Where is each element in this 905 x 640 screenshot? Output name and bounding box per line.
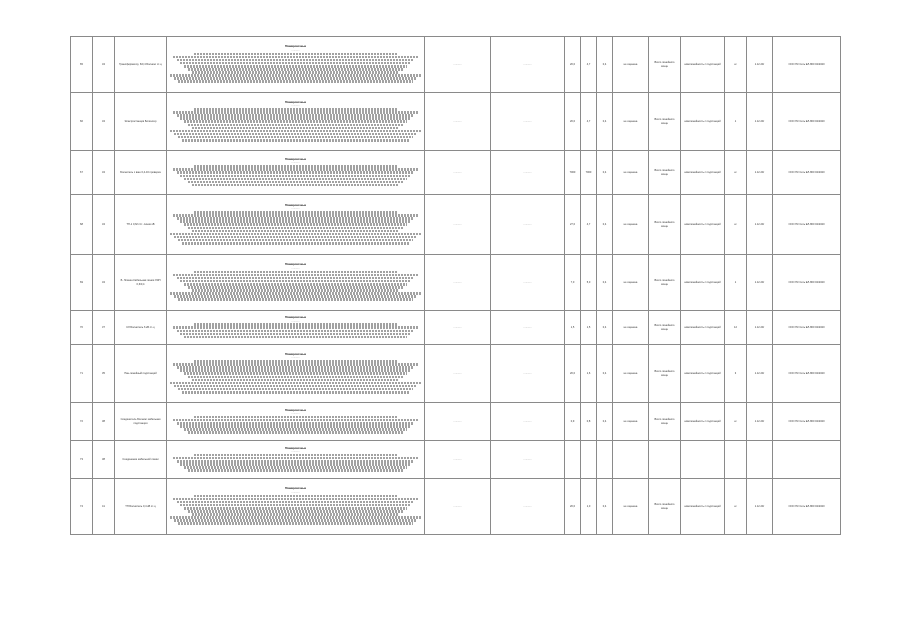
object-description bbox=[167, 479, 425, 535]
condition-text: ........... bbox=[425, 403, 491, 441]
description-text: ........... bbox=[291, 161, 300, 165]
unit-1: Всего линейного мощн bbox=[649, 195, 681, 255]
description-title: Планировочные bbox=[284, 158, 307, 162]
object-name: КЛ Болнитель 6 кВ ст-ц bbox=[115, 311, 167, 345]
object-name: Пан-линейный подстанций bbox=[115, 345, 167, 403]
table-row bbox=[71, 151, 841, 195]
table-row bbox=[71, 403, 841, 441]
document-ref: ООО ПК Сеть ЕЛ-800 02/2020 bbox=[773, 93, 841, 151]
row-number: 73 bbox=[71, 441, 93, 479]
characteristics-text: ........... bbox=[491, 479, 565, 535]
document-ref: ООО ПК Сеть ЕЛ-800 02/2020 bbox=[773, 151, 841, 195]
unit-1: Всего линейного мощн bbox=[649, 93, 681, 151]
value-1: 20,0 bbox=[565, 37, 581, 93]
unit-1: Всего линейного мощн bbox=[649, 479, 681, 535]
value-2: 1,0 bbox=[581, 479, 597, 535]
value-3: 0,4 bbox=[597, 195, 613, 255]
description-lines bbox=[169, 271, 422, 301]
unit-1: Всего линейного мощн bbox=[649, 311, 681, 345]
value-2: 0,8 bbox=[581, 403, 597, 441]
description-title: Планировочные bbox=[284, 446, 307, 450]
value-2: 4,7 bbox=[581, 37, 597, 93]
object-description bbox=[167, 151, 425, 195]
value-2 bbox=[581, 441, 597, 479]
date: 1.12.20г bbox=[747, 479, 773, 535]
object-description bbox=[167, 403, 425, 441]
description-text: ........... bbox=[291, 207, 300, 211]
condition-text: ........... bbox=[425, 151, 491, 195]
description-lines bbox=[169, 454, 422, 472]
row-number: 70 bbox=[71, 311, 93, 345]
characteristics-text: ........... bbox=[491, 311, 565, 345]
condition-text: ........... bbox=[425, 37, 491, 93]
row-number: 68 bbox=[71, 195, 93, 255]
unit-2: новолинейность с подстанций bbox=[681, 479, 725, 535]
unit-2: новолинейность с подстанций bbox=[681, 255, 725, 311]
category: не оценена bbox=[613, 311, 649, 345]
row-code: 35 bbox=[93, 345, 115, 403]
value-1: 20,0 bbox=[565, 345, 581, 403]
value-3: 0,4 bbox=[597, 37, 613, 93]
row-code: 38 bbox=[93, 403, 115, 441]
condition-text: ........... bbox=[425, 93, 491, 151]
value-1: 1,5 bbox=[565, 311, 581, 345]
unit-2: новолинейность с подстанций bbox=[681, 195, 725, 255]
row-code: 34 bbox=[93, 195, 115, 255]
description-text: ........... bbox=[291, 411, 300, 415]
row-number: 65 bbox=[71, 37, 93, 93]
date: 1.12.20г bbox=[747, 255, 773, 311]
value-1: 7000 bbox=[565, 151, 581, 195]
date bbox=[747, 441, 773, 479]
value-3: 0,4 bbox=[597, 345, 613, 403]
table-row bbox=[71, 345, 841, 403]
unit-1: Всего линейного мощн bbox=[649, 255, 681, 311]
object-description bbox=[167, 195, 425, 255]
description-lines bbox=[169, 323, 422, 338]
row-number: 72 bbox=[71, 403, 93, 441]
object-description bbox=[167, 93, 425, 151]
date: 1.12.20г bbox=[747, 195, 773, 255]
value-1: 20,0 bbox=[565, 479, 581, 535]
characteristics-text: ........... bbox=[491, 255, 565, 311]
description-text: ........... bbox=[291, 490, 300, 494]
description-lines bbox=[169, 211, 422, 245]
category: не оценена bbox=[613, 403, 649, 441]
description-text: ........... bbox=[291, 449, 300, 453]
object-name: Б. Ллинин Кабельная линия ЛЭП 0,6/0,4 bbox=[115, 255, 167, 311]
description-lines bbox=[169, 108, 422, 142]
unit-1: Всего линейного мощн bbox=[649, 37, 681, 93]
table-row bbox=[71, 93, 841, 151]
category bbox=[613, 441, 649, 479]
value-1: 27,0 bbox=[565, 195, 581, 255]
value-3: 0,4 bbox=[597, 151, 613, 195]
document-ref: ООО ПК Сеть ЕЛ-800 02/2020 bbox=[773, 311, 841, 345]
row-code: 34 bbox=[93, 37, 115, 93]
value-3: 0,4 bbox=[597, 93, 613, 151]
value-1: 7,0 bbox=[565, 255, 581, 311]
value-2: 4,7 bbox=[581, 195, 597, 255]
description-title: Планировочные bbox=[284, 408, 307, 412]
value-2: 5,0 bbox=[581, 255, 597, 311]
count: нг bbox=[725, 151, 747, 195]
object-name: Болнитель с ваш 0,4-16 проверка bbox=[115, 151, 167, 195]
value-3: 0,4 bbox=[597, 311, 613, 345]
value-3: 0,4 bbox=[597, 403, 613, 441]
register-table bbox=[70, 36, 841, 535]
unit-1 bbox=[649, 441, 681, 479]
description-lines bbox=[169, 360, 422, 394]
table-row bbox=[71, 441, 841, 479]
unit-2: новолинейность с подстанций bbox=[681, 311, 725, 345]
document-ref: ООО ПК Сеть ЕЛ-800 02/2020 bbox=[773, 403, 841, 441]
date: 1.12.20г bbox=[747, 37, 773, 93]
count: нг bbox=[725, 479, 747, 535]
value-1 bbox=[565, 441, 581, 479]
description-text: ........... bbox=[291, 319, 300, 323]
description-title: Планировочные bbox=[284, 100, 307, 104]
category: не оценена bbox=[613, 345, 649, 403]
object-name: Соединитель Болнинг кабельная подстанция bbox=[115, 403, 167, 441]
description-title: Планировочные bbox=[284, 203, 307, 207]
row-number: 71 bbox=[71, 345, 93, 403]
characteristics-text: ........... bbox=[491, 195, 565, 255]
count: 3 bbox=[725, 345, 747, 403]
table-row bbox=[71, 311, 841, 345]
object-name: Трансформатор, 6/0,4 Болнинг ст-ц bbox=[115, 37, 167, 93]
document-ref: ООО ПК Сеть ЕЛ-800 02/2020 bbox=[773, 195, 841, 255]
row-code: 34 bbox=[93, 93, 115, 151]
object-description bbox=[167, 441, 425, 479]
value-1: 20,0 bbox=[565, 93, 581, 151]
description-text: ........... bbox=[291, 104, 300, 108]
row-number: 66 bbox=[71, 93, 93, 151]
unit-1: Всего линейного мощн bbox=[649, 151, 681, 195]
unit-2: новолинейность с подстанций bbox=[681, 403, 725, 441]
description-title: Планировочные bbox=[284, 487, 307, 491]
object-description bbox=[167, 311, 425, 345]
value-2: 7000 bbox=[581, 151, 597, 195]
value-3 bbox=[597, 441, 613, 479]
description-lines bbox=[169, 165, 422, 186]
characteristics-text: ........... bbox=[491, 403, 565, 441]
value-3: 0,4 bbox=[597, 255, 613, 311]
unit-2: новолинейность с подстанций bbox=[681, 93, 725, 151]
row-number: 74 bbox=[71, 479, 93, 535]
document-ref: ООО ПК Сеть ЕЛ-800 02/2020 bbox=[773, 345, 841, 403]
row-code: 38 bbox=[93, 441, 115, 479]
condition-text: ........... bbox=[425, 345, 491, 403]
object-description bbox=[167, 255, 425, 311]
value-2: 4,7 bbox=[581, 93, 597, 151]
row-code: 34 bbox=[93, 255, 115, 311]
condition-text: ........... bbox=[425, 479, 491, 535]
condition-text: ........... bbox=[425, 441, 491, 479]
characteristics-text: ........... bbox=[491, 37, 565, 93]
object-description bbox=[167, 345, 425, 403]
count: 12 bbox=[725, 311, 747, 345]
table-row bbox=[71, 255, 841, 311]
description-text: ........... bbox=[291, 266, 300, 270]
condition-text: ........... bbox=[425, 195, 491, 255]
category: не оценена bbox=[613, 151, 649, 195]
table-row bbox=[71, 195, 841, 255]
date: 1.12.20г bbox=[747, 93, 773, 151]
condition-text: ........... bbox=[425, 255, 491, 311]
date: 1.12.20г bbox=[747, 311, 773, 345]
description-title: Планировочные bbox=[284, 45, 307, 49]
value-3: 0,4 bbox=[597, 479, 613, 535]
document-ref bbox=[773, 441, 841, 479]
unit-2: новолинейность с подстанций bbox=[681, 151, 725, 195]
description-lines bbox=[169, 495, 422, 525]
description-title: Планировочные bbox=[284, 352, 307, 356]
object-name: Электростанция Болинтер bbox=[115, 93, 167, 151]
description-text: ........... bbox=[291, 48, 300, 52]
date: 1.12.20г bbox=[747, 345, 773, 403]
count: нг bbox=[725, 37, 747, 93]
category: не оценена bbox=[613, 479, 649, 535]
description-lines bbox=[169, 53, 422, 83]
object-name: Соединение кабельной линии bbox=[115, 441, 167, 479]
date: 1.12.20г bbox=[747, 403, 773, 441]
table-row bbox=[71, 479, 841, 535]
unit-1: Всего линейного мощн bbox=[649, 345, 681, 403]
date: 1.12.20г bbox=[747, 151, 773, 195]
unit-2 bbox=[681, 441, 725, 479]
row-code: 41 bbox=[93, 479, 115, 535]
characteristics-text: ........... bbox=[491, 441, 565, 479]
document-ref: ООО ПК Сеть ЕЛ-800 02/2020 bbox=[773, 255, 841, 311]
category: не оценена bbox=[613, 93, 649, 151]
value-2: 1,5 bbox=[581, 311, 597, 345]
object-name: ТП Болнитель 0,4 кВ ст-ц bbox=[115, 479, 167, 535]
object-name: ТП-1 0,6/1 Ст. линии кВ bbox=[115, 195, 167, 255]
characteristics-text: ........... bbox=[491, 345, 565, 403]
count: 1 bbox=[725, 255, 747, 311]
row-code: 34 bbox=[93, 151, 115, 195]
description-lines bbox=[169, 416, 422, 434]
unit-2: новолинейность с подстанций bbox=[681, 345, 725, 403]
category: не оценена bbox=[613, 195, 649, 255]
value-2: 1,6 bbox=[581, 345, 597, 403]
description-title: Планировочные bbox=[284, 316, 307, 320]
description-text: ........... bbox=[291, 356, 300, 360]
document-ref: ООО ПК Сеть ЕЛ-800 02/2020 bbox=[773, 479, 841, 535]
unit-1: Всего линейного мощн bbox=[649, 403, 681, 441]
row-code: 37 bbox=[93, 311, 115, 345]
table-row bbox=[71, 37, 841, 93]
characteristics-text: ........... bbox=[491, 93, 565, 151]
category: не оценена bbox=[613, 255, 649, 311]
count: нг bbox=[725, 403, 747, 441]
value-1: 0,9 bbox=[565, 403, 581, 441]
count: 1 bbox=[725, 93, 747, 151]
condition-text: ........... bbox=[425, 311, 491, 345]
row-number: 67 bbox=[71, 151, 93, 195]
count bbox=[725, 441, 747, 479]
count: нг bbox=[725, 195, 747, 255]
row-number: 69 bbox=[71, 255, 93, 311]
category: не оценена bbox=[613, 37, 649, 93]
document-ref: ООО ПК Сеть ЕЛ-800 02/2020 bbox=[773, 37, 841, 93]
characteristics-text: ........... bbox=[491, 151, 565, 195]
object-description bbox=[167, 37, 425, 93]
description-title: Планировочные bbox=[284, 263, 307, 267]
unit-2: новолинейность с подстанций bbox=[681, 37, 725, 93]
